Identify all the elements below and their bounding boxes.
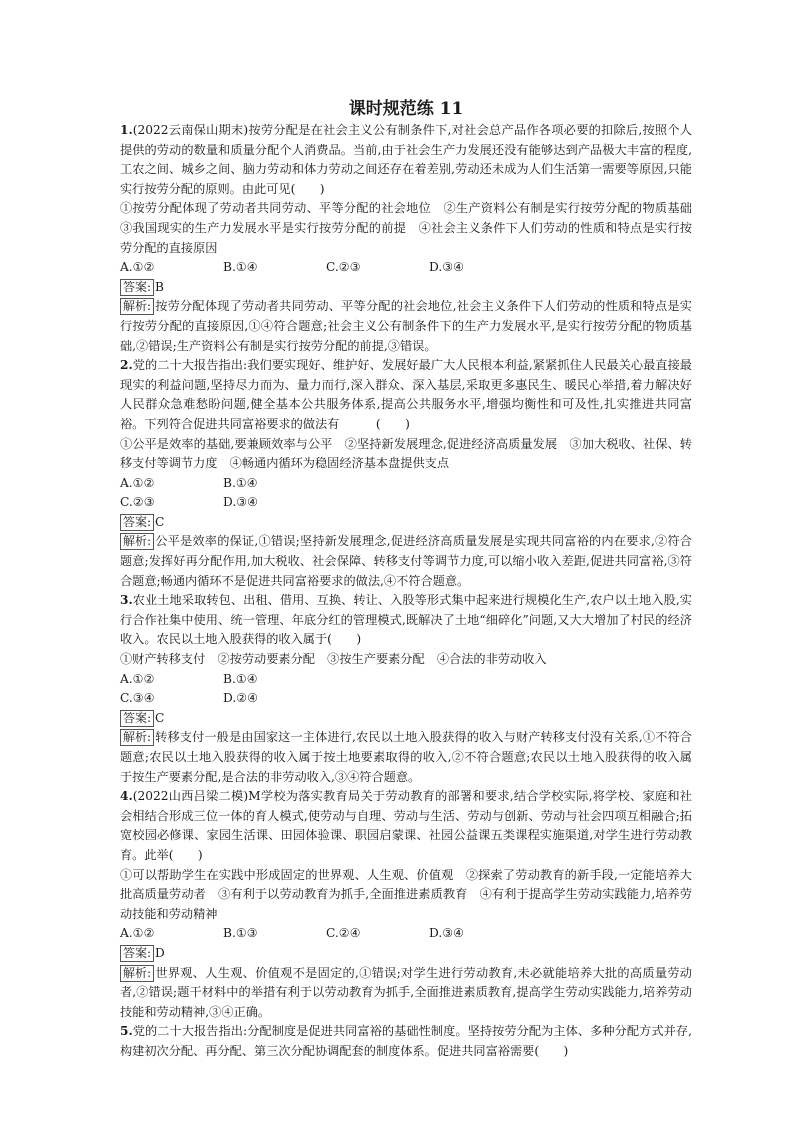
answer-tag: 答案: [120,279,154,296]
question-5 [120,1022,692,1061]
question-stem [120,121,692,199]
answer-line [120,709,692,729]
question-items: ①财产转移支付 ②按劳动要素分配 ③按生产要素分配 ④合法的非劳动收入 [120,652,547,667]
analysis-tag: 解析: [120,298,154,315]
options-row [120,670,692,690]
analysis-text: 世界观、人生观、价值观不是固定的,①错误;对学生进行劳动教育,未必就能培养大批的高质量劳动者,②错误;题干材料中的举措有利于以劳动教育为抓手,全面推进素质教育,提高学生劳动实践能力,培养劳动技能和劳动精神,③④正确。 [120,965,692,1019]
question-1 [120,121,705,356]
option-c[interactable]: C.②④ [326,926,361,941]
options-row [120,924,692,944]
analysis-block [120,964,692,1023]
question-number: 3. [120,593,133,608]
answer-line [120,278,692,298]
answer-tag: 答案: [120,710,154,727]
question-3 [120,591,692,787]
question-stem [120,356,692,434]
question-number: 4. [120,789,133,804]
analysis-tag: 解析: [120,729,154,746]
exercise-page [120,98,705,1062]
option-a[interactable]: A.①② [120,671,155,686]
analysis-block [120,532,692,591]
option-c[interactable]: C.③④ [120,691,155,706]
question-number: 5. [120,1024,133,1039]
option-d[interactable]: D.③④ [223,495,259,510]
option-a[interactable]: A.①② [120,926,155,941]
answer-line [120,513,692,533]
question-text: (2022山西吕梁二模)M学校为落实教育局关于劳动教育的部署和要求,结合学校实际,将学校、家庭和社会相结合形成三位一体的育人模式,使劳动与自理、劳动与生活、劳动与创新、劳动与社会四项互相融合;拓宽校园必修课、家园生活课、田园体验课、职园启蒙课、社园公益课五类课程实施渠道,对学生进行劳动教育。此举( ) [120,789,692,862]
analysis-block [120,297,692,356]
option-d[interactable]: D.③④ [429,260,465,275]
analysis-block [120,728,692,787]
analysis-text: 转移支付一般是由国家这一主体进行,农民以土地入股获得的收入与财产转移支付没有关系,①不符合题意;农民以土地入股获得的收入属于按土地要素取得的收入,②不符合题意;农民以土地入股获得的收入属于按生产要素分配,是合法的非劳动收入,③④符合题意。 [120,730,692,784]
question-stem [120,787,692,865]
option-c[interactable]: C.②③ [120,495,155,510]
question-4 [120,787,692,1022]
question-text: 党的二十大报告指出:我们要实现好、维护好、发展好最广大人民根本利益,紧紧抓住人民最关心最直接最现实的利益问题,坚持尽力而为、量力而行,深入群众、深入基层,采取更多惠民生、暖民心举措,着力解决好人民群众急难愁盼问题,健全基本公共服务体系,提高公共服务水平,增强均衡性和可及性,扎实推进共同富裕。下列符合促进共同富裕要求的做法有 ( ) [120,358,692,431]
options-row [120,474,692,494]
question-items: ①按劳分配体现了劳动者共同劳动、平等分配的社会地位 ②生产资料公有制是实行按劳分配的物质基础 ③我国现实的生产力发展水平是实行按劳分配的前提 ④社会主义条件下人们劳动的性质和特点是实行按劳分配的直接原因 [120,201,705,255]
question-2 [120,356,692,591]
options-row [120,689,692,709]
analysis-text: 公平是效率的保证,①错误;坚持新发展理念,促进经济高质量发展是实现共同富裕的内在要求,②符合题意;发挥好再分配作用,加大税收、社会保障、转移支付等调节力度,可以缩小收入差距,促进共同富裕,③符合题意;畅通内循环不是促进共同富裕要求的做法,④不符合题意。 [120,534,692,588]
question-text: 农业土地采取转包、出租、借用、互换、转让、入股等形式集中起来进行规模化生产,农户以土地入股,实行合作社集中使用、统一管理、年底分红的管理模式,既解决了土地“细碎化”问题,又大大增加了村民的经济收入。农民以土地入股获得的收入属于( ) [120,593,692,647]
option-b[interactable]: B.①④ [223,260,258,275]
question-stem [120,1022,692,1061]
option-b[interactable]: B.①③ [223,926,258,941]
analysis-tag: 解析: [120,965,154,982]
option-d[interactable]: D.③④ [429,926,465,941]
answer-tag: 答案: [120,514,154,531]
answer-line [120,944,692,964]
question-stem [120,591,692,650]
option-c[interactable]: C.②③ [326,260,361,275]
answer-tag: 答案: [120,945,154,962]
option-b[interactable]: B.①④ [223,671,258,686]
question-text: 党的二十大报告指出:分配制度是促进共同富裕的基础性制度。坚持按劳分配为主体、多种分配方式并存,构建初次分配、再分配、第三次分配协调配套的制度体系。促进共同富裕需要( ) [120,1024,692,1058]
question-number: 2. [120,358,133,373]
answer-value: C [155,710,165,725]
analysis-text: 按劳分配体现了劳动者共同劳动、平等分配的社会地位,社会主义条件下人们劳动的性质和特点是实行按劳分配的直接原因,①④符合题意;社会主义公有制条件下的生产力发展水平,是实行按劳分配的物质基础,②错误;生产资料公有制是实行按劳分配的前提,③错误。 [120,299,692,353]
options-row [120,493,692,513]
answer-value: C [155,514,165,529]
option-d[interactable]: D.②④ [223,691,259,706]
analysis-tag: 解析: [120,533,154,550]
answer-value: D [155,945,165,960]
answer-value: B [155,279,165,294]
question-items: ①公平是效率的基础,要兼顾效率与公平 ②坚持新发展理念,促进经济高质量发展 ③加大税收、社保、转移支付等调节力度 ④畅通内循环为稳固经济基本盘提供支点 [120,436,692,471]
page-title: 课时规范练 11 [348,99,464,119]
option-a[interactable]: A.①② [120,475,155,490]
options-row [120,258,692,278]
question-number: 1. [120,123,133,137]
option-a[interactable]: A.①② [120,260,155,275]
question-text: (2022云南保山期末)按劳分配是在社会主义公有制条件下,对社会总产品作各项必要的扣除后,按照个人提供的劳动的数量和质量分配个人消费品。当前,由于社会生产力发展还没有能够达到产品极大丰富的程度,工农之间、城乡之间、脑力劳动和体力劳动之间还存在着差别,劳动还未成为人们生活第一需要等原因,只能实行按劳分配的原则。由此可见( ) [120,123,692,196]
option-b[interactable]: B.①④ [223,475,258,490]
question-items: ①可以帮助学生在实践中形成固定的世界观、人生观、价值观 ②探索了劳动教育的新手段,一定能培养大批高质量劳动者 ③有利于以劳动教育为抓手,全面推进素质教育 ④有利于提高学生劳动实践能力,培养劳动技能和劳动精神 [120,867,692,921]
